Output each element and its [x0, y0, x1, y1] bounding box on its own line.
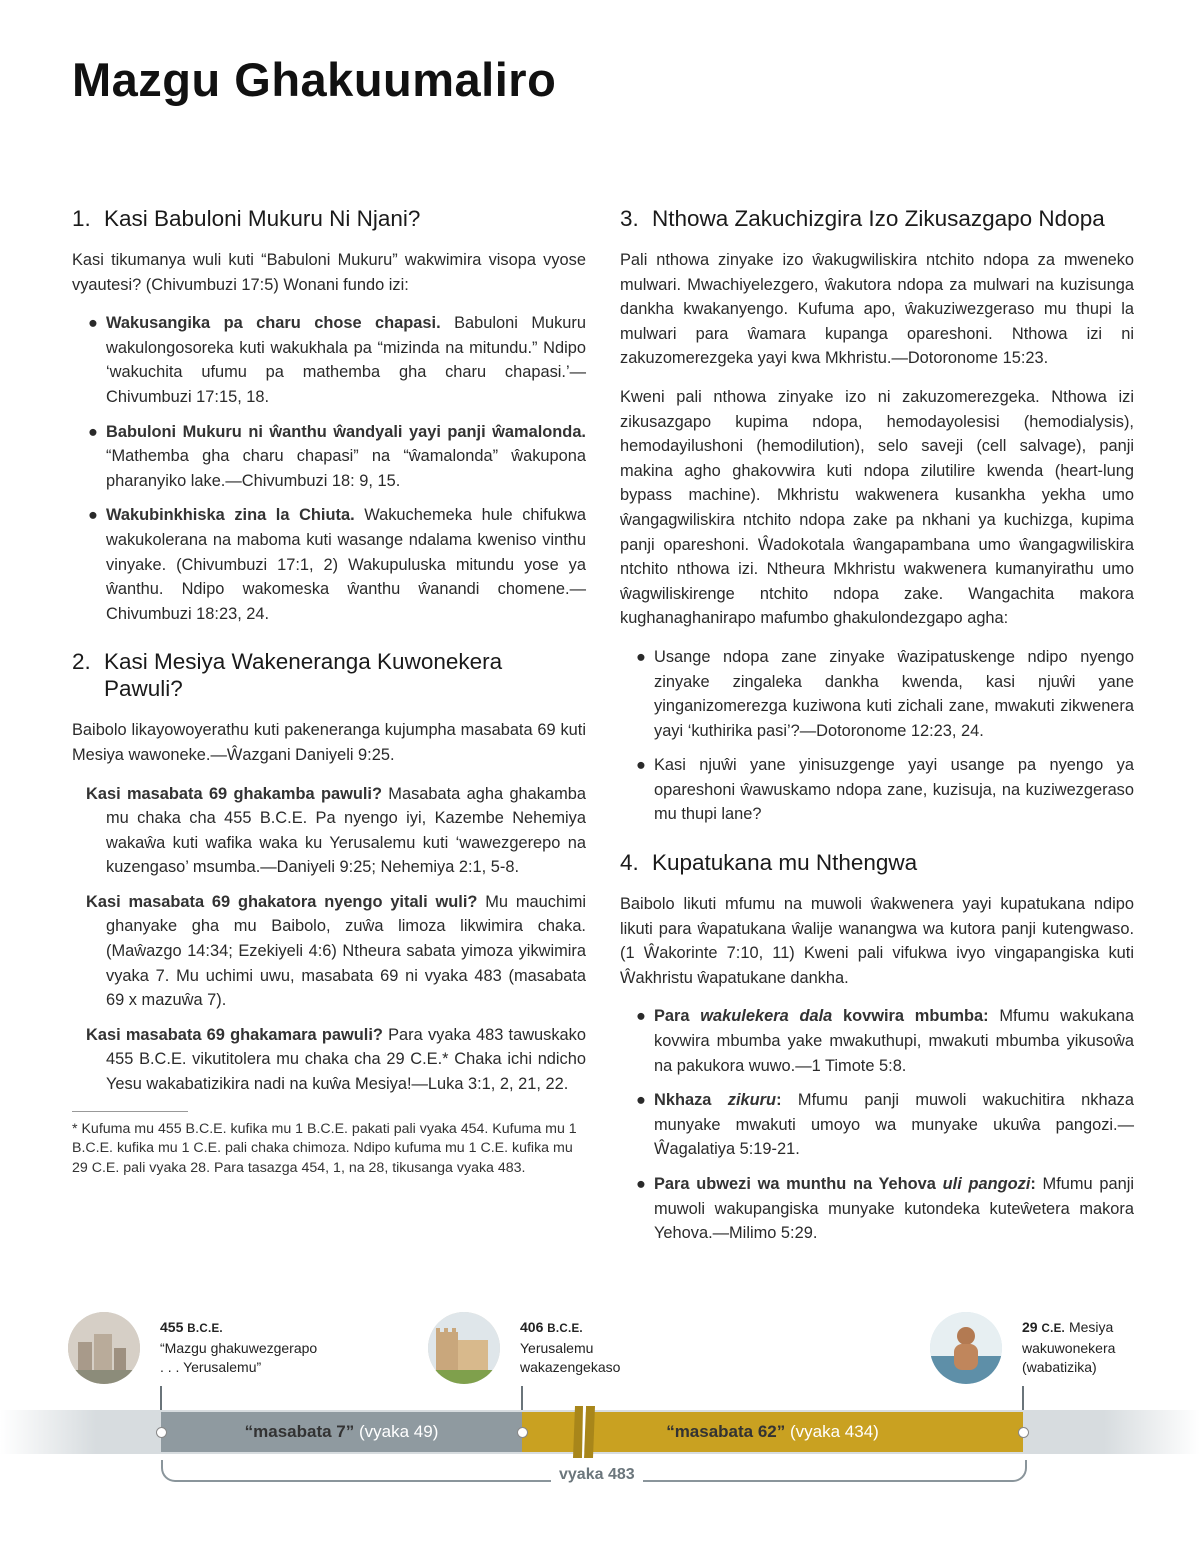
total-label: vyaka 483 — [551, 1466, 643, 1484]
segment-bold: “masabata 7” — [244, 1422, 355, 1441]
event-desc: . . . Yerusalemu” — [160, 1359, 262, 1375]
timeline-node — [156, 1427, 167, 1438]
left-column — [72, 205, 586, 1200]
section-3 — [620, 205, 1134, 827]
timeline — [0, 1300, 1200, 1543]
section-3-bullets — [620, 645, 1134, 827]
event-desc: (wabatizika) — [1022, 1359, 1097, 1375]
event-era: B.C.E. — [547, 1323, 583, 1335]
bullet-text: Kasi njuŵi yane yinisuzgenge yayi usange pa nyengo ya opareshoni ŵawuskamo ndopa zane, kuzisuja, na kuziwezgeraso mu thupi lane? — [654, 756, 1134, 824]
bullet-text: Wakuchemeka hule chifukwa wakukolerana na maboma kuti wasange ndalama kweniso vinthu vinyake. (Chivumbuzi 17:1, 2) Wakupuluska mitundu yose ya ŵanthu. Ndipo wakomeska ŵanthu ŵanandi chomene.—Chivumbuzi 18:23, 24. — [106, 506, 586, 623]
section-1 — [72, 205, 586, 626]
event-desc: Yerusalemu — [520, 1340, 594, 1356]
bullet-text: Babuloni Mukuru wakulongosoreka kuti wakukhala pa “mizinda na mitundu.” Ndipo ‘wakuchita ufumu pa mathemba gha charu chapasi.’—Chivumbuzi 17:15, 18. — [106, 314, 586, 406]
question-bold: Kasi masabata 69 ghakamara pawuli? — [86, 1025, 383, 1044]
section-1-intro: Kasi tikumanya wuli kuti “Babuloni Mukuru” wakwimira visopa vyose vyautesi? (Chivumbuzi 17:5) Wonani fundo izi: — [72, 251, 586, 294]
ruined-walls-image — [68, 1312, 140, 1384]
baptism-image — [930, 1312, 1002, 1384]
section-3-paragraph: Kweni pali nthowa zinyake izo ni zakuzomerezgeka. Nthowa izi zikusazgapo kupima ndopa, hemodayolesisi (hemodialysis), hemodayilushoni (hemodilution), selo saveji (cell salvage), panji makina agho ghakovwira kuti ndopa zilutilire kwenda (heart-lung bypass machine). Mkhristu wakwenera kusankha yekha umo ŵangagwiliskira ntchito ndopa zake pa nkhani ya kuchizga, kupima panji opareshoni. Ŵadokotala ŵangapambana umo ŵangagwiliskira ntchito nthowa izi. Ntheura Mkhristu wakwenera kumanyirathu umo ŵagwiliskirenge ntchito ndopa zake. Wangachita makora kughanaghanirapo mafumbo ghakulondezgapo agha: — [620, 387, 1134, 628]
section-1-heading — [72, 205, 586, 232]
bullet-bold: Wakubinkhiska zina la Chiuta. — [106, 506, 355, 525]
bullet-icon: ● — [636, 647, 646, 666]
section-2-heading — [72, 648, 586, 702]
event-era: B.C.E. — [187, 1323, 223, 1335]
bullet-item — [620, 1172, 1134, 1246]
bullet-text: Mfumu panji muwoli wakuchitira nkhaza munyake mwakuti umoyo wa munyake ukuŵa pangozi.—Ŵagalatiya 5:19-21. — [654, 1091, 1134, 1159]
tick-29 — [1022, 1386, 1024, 1412]
bold-italic-part: uli pangozi — [942, 1175, 1031, 1193]
bullet-icon: ● — [88, 506, 98, 525]
bullet-bold: Babuloni Mukuru ni ŵanthu ŵandyali yayi panji ŵamalonda. — [106, 422, 586, 441]
question-bold: Kasi masabata 69 ghakatora nyengo yitali wuli? — [86, 892, 478, 911]
person-icon — [930, 1312, 1002, 1384]
section-number: 1. — [72, 206, 91, 231]
section-heading-text: Kupatukana mu Nthengwa — [652, 850, 918, 876]
timeline-break-icon — [570, 1406, 600, 1458]
section-2-intro: Baibolo likayowoyerathu kuti pakeneranga kujumpha masabata 69 kuti Mesiya wawoneke.—Ŵazgani Daniyeli 9:25. — [72, 721, 586, 764]
event-year: 406 — [520, 1319, 544, 1335]
bullet-item — [620, 1004, 1134, 1078]
event-year: 29 — [1022, 1319, 1038, 1335]
bold-part: Para — [654, 1007, 701, 1026]
bullet-icon: ● — [636, 1175, 646, 1193]
section-4-intro: Baibolo likuti mfumu na muwoli ŵakwenera yayi kupatukana ndipo likuti para ŵapatukana ŵalije wanangwa wa kutora panji kutengwaso. (1 Ŵakorinte 7:10, 11) Kweni pali vifukwa ivyo vingapangiska kuti Ŵakhristu ŵapatukane dankha. — [620, 895, 1134, 987]
event-29-label — [1022, 1318, 1115, 1377]
event-era: C.E. — [1041, 1323, 1066, 1335]
section-heading-text: Nthowa Zakuchizgira Izo Zikusazgapo Ndopa — [652, 206, 1105, 231]
footnote: * Kufuma mu 455 B.C.E. kufika mu 1 B.C.E. pakati pali vyaka 454. Kufuma mu 1 B.C.E. kufika mu 1 C.E. pali chaka chimoza. Ndipo kufuma mu 1 C.E. kufika mu 29 C.E. pali vyaka 28. Para tasazga 454, 1, na 28, tikusanga vyaka 483. — [72, 1120, 577, 1176]
bold-italic-part: wakulekera dala — [700, 1007, 833, 1026]
event-year: 455 — [160, 1319, 184, 1335]
bullet-item — [620, 1088, 1134, 1162]
bullet-item — [72, 503, 586, 626]
section-2 — [72, 648, 586, 1178]
bullet-icon: ● — [88, 422, 98, 441]
page-title: Mazgu Ghakuumaliro — [72, 53, 557, 106]
section-heading-text: Kasi Mesiya Wakeneranga Kuwonekera Pawuli? — [104, 649, 503, 702]
bullet-item — [620, 753, 1134, 827]
event-desc: wakazengekaso — [520, 1359, 621, 1375]
bullet-text: Mfumu panji muwoli wakupangiska munyake kutondeka kuteŵetera makora Yehova.—Milimo 5:29. — [654, 1175, 1134, 1243]
tick-406 — [521, 1386, 523, 1412]
segment-text: (vyaka 434) — [785, 1422, 879, 1441]
bullet-item — [72, 311, 586, 409]
bullet-bold: Wakusangika pa charu chose chapasi. — [106, 314, 441, 333]
event-desc: “Mazgu ghakuwezgerapo — [160, 1340, 318, 1356]
bullet-bold — [654, 1175, 1036, 1193]
bold-part: kovwira mbumba: — [832, 1007, 989, 1026]
bullet-text: “Mathemba gha charu chapasi” na “ŵamalonda” ŵakupona pharanyiko lake.—Chivumbuzi 18: 9, 15. — [106, 447, 586, 490]
bullet-icon: ● — [636, 1091, 646, 1110]
question-text: Masabata agha ghakamba mu chaka cha 455 B.C.E. Pa nyengo iyi, Kazembe Nehemiya wakaŵa kuti wafika waka ku Yerusalemu kuti ‘wawezgerepo na kuzengaso’ msumba.—Daniyeli 9:25; Nehemiya 2:1, 5-8. — [106, 784, 586, 877]
event-desc: wakuwonekera — [1022, 1340, 1116, 1356]
bullet-bold — [654, 1007, 989, 1025]
timeline-node — [1018, 1427, 1029, 1438]
bullet-icon: ● — [636, 756, 646, 775]
timeline-node — [517, 1427, 528, 1438]
bullet-text: Mfumu wakukana kovwira mbumba yake mwakuthupi, mwakuti mbumba yikusoŵa na pakukora wuwo.—1 Timote 5:8. — [654, 1007, 1134, 1075]
tick-455 — [160, 1386, 162, 1412]
segment-bold: “masabata 62” — [666, 1422, 786, 1441]
question-item — [72, 1023, 586, 1097]
question-item — [72, 890, 586, 1013]
bold-part: : — [1030, 1175, 1036, 1193]
question-bold: Kasi masabata 69 ghakamba pawuli? — [86, 784, 382, 803]
bullet-icon: ● — [88, 314, 98, 333]
section-3-paragraph: Pali nthowa zinyake izo ŵakugwiliskira ntchito ndopa za mweneko mulwari. Mwachiyelezgero, ŵakutora ndopa za mulwari na kuzisunga dankha kwakanyengo. Kufuma apo, ŵakuziwezgeraso mu thupi la mulwari para ŵamara kupanga opareshoni. Nthowa izi ni zakuzomerezgeka yayi kwa Mkhristu.—Dotoronome 15:23. — [620, 251, 1134, 368]
question-item — [72, 782, 586, 880]
bullet-item — [620, 645, 1134, 743]
footnote-rule — [72, 1111, 188, 1112]
ruined-walls-icon — [68, 1312, 140, 1384]
city-wall-icon — [428, 1312, 500, 1384]
section-number: 2. — [72, 649, 91, 675]
section-1-bullets — [72, 311, 586, 626]
section-heading-text: Kasi Babuloni Mukuru Ni Njani? — [104, 206, 421, 231]
bullet-text: Usange ndopa zane zinyake ŵazipatuskenge ndipo nyengo zinyake zingaleka dankha kwenda, kasi njuŵi yane yinganizomerezga kuziwona kuti zichali zane, mwakuti zikwenera yayi ‘kuthirika pasi’?—Dotoronome 12:23, 24. — [654, 647, 1134, 740]
bold-part: Nkhaza — [654, 1091, 728, 1110]
event-406-label — [520, 1318, 620, 1377]
bullet-icon: ● — [636, 1007, 646, 1026]
section-number: 3. — [620, 206, 639, 231]
section-4-heading — [620, 849, 1134, 876]
right-column — [620, 205, 1134, 1268]
bold-italic-part: zikuru — [727, 1091, 777, 1110]
section-number: 4. — [620, 850, 639, 876]
section-4-bullets — [620, 1004, 1134, 1245]
section-4 — [620, 849, 1134, 1246]
section-3-heading — [620, 205, 1134, 232]
bold-part: : — [776, 1091, 782, 1110]
bold-part: Para ubwezi wa munthu na Yehova — [654, 1175, 943, 1193]
segment-7-weeks — [161, 1412, 522, 1452]
segment-text: (vyaka 49) — [354, 1422, 439, 1441]
event-desc: Mesiya — [1068, 1319, 1114, 1335]
question-text: Mu mauchimi ghanyake gha mu Baibolo, zuŵa limoza likwimira chaka. (Maŵazgo 14:34; Ezekiyeli 4:6) Ntheura sabata yimoza yikwimira vyaka 7. Mu uchimi uwu, masabata 69 ni vyaka 483 (masabata 69 x mazuŵa 7). — [106, 892, 586, 1010]
bullet-item — [72, 420, 586, 494]
rebuilt-walls-image — [428, 1312, 500, 1384]
bullet-bold — [654, 1091, 782, 1109]
question-text: Para vyaka 483 tawuskako 455 B.C.E. vikutitolera mu chaka cha 29 C.E.* Chaka ichi ndicho Yesu wakabatizikira nadi na kuŵa Mesiya!—Luka 3:1, 2, 21, 22. — [106, 1025, 586, 1094]
event-455-label — [160, 1318, 317, 1377]
